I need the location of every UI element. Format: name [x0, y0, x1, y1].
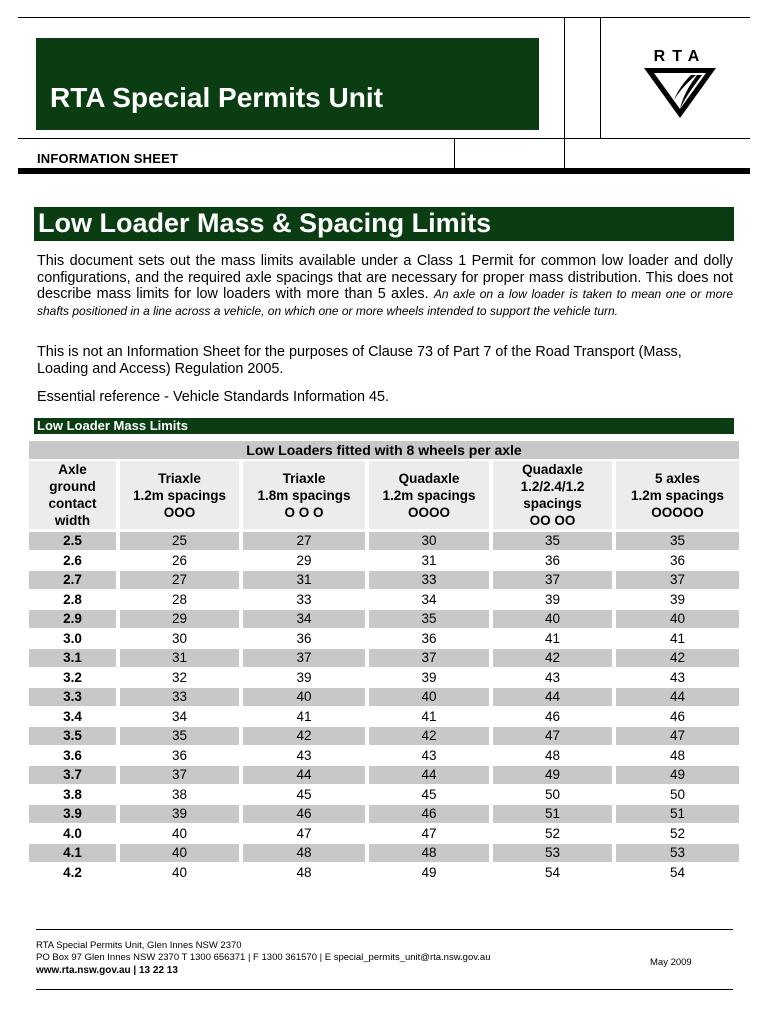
cell-triaxle-12: 29 [120, 610, 239, 628]
header-divider-2 [600, 17, 601, 139]
cell-triaxle-18: 40 [243, 688, 365, 706]
cell-triaxle-18: 42 [243, 727, 365, 745]
cell-5-axles: 35 [616, 532, 739, 550]
cell-width: 2.6 [63, 552, 82, 568]
cell-width: 4.1 [29, 844, 116, 862]
cell-triaxle-18: 46 [243, 805, 365, 823]
cell-quadaxle-split: 50 [544, 786, 561, 802]
cell-quadaxle-split: 40 [493, 610, 612, 628]
cell-triaxle-12: 40 [171, 864, 188, 880]
cell-quadaxle-split: 36 [544, 552, 561, 568]
cell-width: 3.1 [29, 649, 116, 667]
cell-quadaxle-12: 37 [369, 649, 489, 667]
cell-width: 3.2 [63, 669, 82, 685]
unit-banner [36, 38, 539, 130]
cell-5-axles: 52 [669, 825, 686, 841]
cell-triaxle-18: 29 [296, 552, 312, 568]
cell-quadaxle-12: 43 [421, 747, 437, 763]
table-row [29, 688, 739, 706]
rta-logo [640, 48, 720, 120]
clause-paragraph: This is not an Information Sheet for the purposes of Clause 73 of Part 7 of the Road Transport (Mass, Loading and Access) Regulation 2005. [37, 344, 682, 377]
header-cell-5-axles: 5 axles 1.2m spacings OOOOO [616, 461, 739, 529]
cell-triaxle-18: 47 [296, 825, 312, 841]
intro-text: This document sets out the mass limits available under a Class 1 Permit for common low loader and dolly configurations, and the required axle spacings that are necessary for proper mass distribution. This does not describe mass limits for low loaders with more than 5 axles. [37, 253, 733, 302]
header-cell-quadaxle-12: Quadaxle 1.2m spacings OOOO [369, 461, 489, 529]
cell-quadaxle-12: 42 [369, 727, 489, 745]
table-row [29, 708, 739, 726]
cell-triaxle-18: 41 [296, 708, 312, 724]
cell-triaxle-18: 31 [243, 571, 365, 589]
cell-triaxle-12: 28 [171, 591, 188, 607]
reference-paragraph: Essential reference - Vehicle Standards Information 45. [37, 389, 389, 405]
cell-triaxle-12: 37 [120, 766, 239, 784]
cell-triaxle-12: 32 [171, 669, 188, 685]
cell-5-axles: 36 [669, 552, 686, 568]
cell-width: 3.0 [63, 630, 82, 646]
header-cell-triaxle-12: Triaxle 1.2m spacings OOO [120, 461, 239, 529]
cell-5-axles: 41 [669, 630, 686, 646]
cell-quadaxle-12: 47 [421, 825, 437, 841]
footer-contact [36, 940, 491, 964]
footer-date: May 2009 [650, 957, 692, 968]
cell-5-axles: 48 [669, 747, 686, 763]
cell-quadaxle-12: 45 [421, 786, 437, 802]
cell-triaxle-12: 40 [171, 825, 188, 841]
footer-top-rule [36, 929, 733, 930]
document-title: Low Loader Mass & Spacing Limits [38, 208, 492, 238]
cell-quadaxle-12: 46 [369, 805, 489, 823]
header-divider-3 [454, 138, 455, 169]
table-caption [29, 441, 739, 459]
cell-quadaxle-12: 35 [369, 610, 489, 628]
table-row [29, 669, 739, 687]
cell-triaxle-12: 26 [171, 552, 188, 568]
cell-width: 3.7 [29, 766, 116, 784]
info-sheet-label: INFORMATION SHEET [37, 151, 179, 166]
intro-note: An axle on a low loader is taken to mean one or more shafts positioned in a line across a vehicle, on which one or more wheels intended to support the vehicle turn. [37, 287, 733, 318]
table-row [29, 864, 739, 882]
cell-width: 2.9 [29, 610, 116, 628]
cell-triaxle-12: 40 [120, 844, 239, 862]
cell-quadaxle-12: 41 [421, 708, 437, 724]
cell-quadaxle-12: 44 [369, 766, 489, 784]
cell-triaxle-12: 35 [120, 727, 239, 745]
cell-triaxle-18: 27 [243, 532, 365, 550]
cell-5-axles: 54 [669, 864, 686, 880]
cell-quadaxle-12: 48 [369, 844, 489, 862]
cell-quadaxle-split: 42 [493, 649, 612, 667]
cell-quadaxle-split: 48 [544, 747, 561, 763]
cell-triaxle-18: 36 [296, 630, 312, 646]
cell-triaxle-18: 45 [296, 786, 312, 802]
header-top-rule [18, 17, 750, 18]
cell-quadaxle-12: 49 [421, 864, 437, 880]
cell-quadaxle-12: 40 [369, 688, 489, 706]
header-cell-quadaxle-split: Quadaxle 1.2/2.4/1.2 spacings OO OO [493, 461, 612, 529]
cell-triaxle-18: 48 [243, 844, 365, 862]
cell-quadaxle-12: 30 [369, 532, 489, 550]
cell-5-axles: 43 [669, 669, 686, 685]
cell-triaxle-18: 34 [243, 610, 365, 628]
table-row [29, 844, 739, 862]
cell-width: 3.8 [63, 786, 82, 802]
cell-width: 3.9 [29, 805, 116, 823]
cell-quadaxle-split: 43 [544, 669, 561, 685]
cell-width: 2.7 [29, 571, 116, 589]
table-row [29, 805, 739, 823]
cell-width: 3.6 [63, 747, 82, 763]
cell-triaxle-12: 34 [171, 708, 188, 724]
table-row [29, 747, 739, 765]
cell-width: 3.4 [63, 708, 82, 724]
cell-width: 2.8 [63, 591, 82, 607]
cell-5-axles: 49 [616, 766, 739, 784]
cell-triaxle-12: 30 [171, 630, 188, 646]
cell-width: 2.5 [29, 532, 116, 550]
cell-width: 4.2 [63, 864, 82, 880]
cell-quadaxle-split: 53 [493, 844, 612, 862]
cell-triaxle-12: 33 [120, 688, 239, 706]
cell-5-axles: 44 [616, 688, 739, 706]
cell-5-axles: 46 [669, 708, 686, 724]
cell-triaxle-18: 44 [243, 766, 365, 784]
cell-quadaxle-split: 46 [544, 708, 561, 724]
footer-address: RTA Special Permits Unit, Glen Innes NSW 2370 [36, 940, 242, 951]
cell-quadaxle-split: 54 [544, 864, 561, 880]
cell-5-axles: 51 [616, 805, 739, 823]
table-row [29, 630, 739, 648]
table-row [29, 649, 739, 667]
table-row [29, 766, 739, 784]
section-bar [34, 418, 734, 434]
cell-triaxle-18: 33 [296, 591, 312, 607]
table-row [29, 610, 739, 628]
table-row [29, 591, 739, 609]
section-label: Low Loader Mass Limits [37, 418, 188, 433]
rta-logo-text: RTA [653, 48, 707, 65]
cell-width: 3.5 [29, 727, 116, 745]
cell-quadaxle-split: 39 [544, 591, 561, 607]
header-divider-1 [564, 17, 565, 169]
cell-triaxle-12: 39 [120, 805, 239, 823]
intro-paragraph [37, 253, 733, 319]
header-thick-rule [18, 169, 750, 174]
cell-triaxle-18: 39 [296, 669, 312, 685]
footer-web[interactable]: www.rta.nsw.gov.au | 13 22 13 [36, 965, 178, 976]
table-row [29, 571, 739, 589]
cell-triaxle-12: 25 [120, 532, 239, 550]
cell-5-axles: 53 [616, 844, 739, 862]
cell-5-axles: 47 [616, 727, 739, 745]
cell-quadaxle-12: 34 [421, 591, 437, 607]
cell-quadaxle-12: 36 [421, 630, 437, 646]
cell-quadaxle-split: 52 [544, 825, 561, 841]
header-mid-rule [18, 138, 750, 139]
footer-bottom-rule [36, 989, 733, 990]
cell-triaxle-12: 38 [171, 786, 188, 802]
rta-road-icon [640, 66, 720, 122]
cell-quadaxle-12: 31 [421, 552, 437, 568]
cell-5-axles: 37 [616, 571, 739, 589]
cell-quadaxle-12: 39 [421, 669, 437, 685]
document-title-bar [34, 207, 734, 241]
table-caption-text: Low Loaders fitted with 8 wheels per axle [246, 442, 522, 458]
cell-quadaxle-split: 37 [493, 571, 612, 589]
cell-quadaxle-split: 47 [493, 727, 612, 745]
cell-triaxle-12: 31 [120, 649, 239, 667]
cell-width: 4.0 [63, 825, 82, 841]
cell-triaxle-12: 36 [171, 747, 188, 763]
table-row [29, 786, 739, 804]
header-cell-triaxle-18: Triaxle 1.8m spacings O O O [243, 461, 365, 529]
cell-quadaxle-split: 49 [493, 766, 612, 784]
footer-contact-line: PO Box 97 Glen Innes NSW 2370 T 1300 656371 | F 1300 361570 | E special_permits_unit@rta.nsw.gov.au [36, 952, 491, 963]
cell-quadaxle-split: 41 [544, 630, 561, 646]
cell-triaxle-12: 27 [120, 571, 239, 589]
table-row [29, 532, 739, 550]
table-row [29, 825, 739, 843]
cell-quadaxle-split: 44 [493, 688, 612, 706]
cell-width: 3.3 [29, 688, 116, 706]
cell-5-axles: 39 [669, 591, 686, 607]
cell-5-axles: 50 [669, 786, 686, 802]
table-row [29, 727, 739, 745]
cell-triaxle-18: 43 [296, 747, 312, 763]
cell-triaxle-18: 37 [243, 649, 365, 667]
cell-5-axles: 42 [616, 649, 739, 667]
table-row [29, 552, 739, 570]
cell-quadaxle-split: 51 [493, 805, 612, 823]
cell-triaxle-18: 48 [296, 864, 312, 880]
cell-quadaxle-12: 33 [369, 571, 489, 589]
unit-title: RTA Special Permits Unit [50, 82, 383, 113]
cell-quadaxle-split: 35 [493, 532, 612, 550]
cell-5-axles: 40 [616, 610, 739, 628]
header-cell-width: Axle ground contact width [29, 461, 116, 529]
